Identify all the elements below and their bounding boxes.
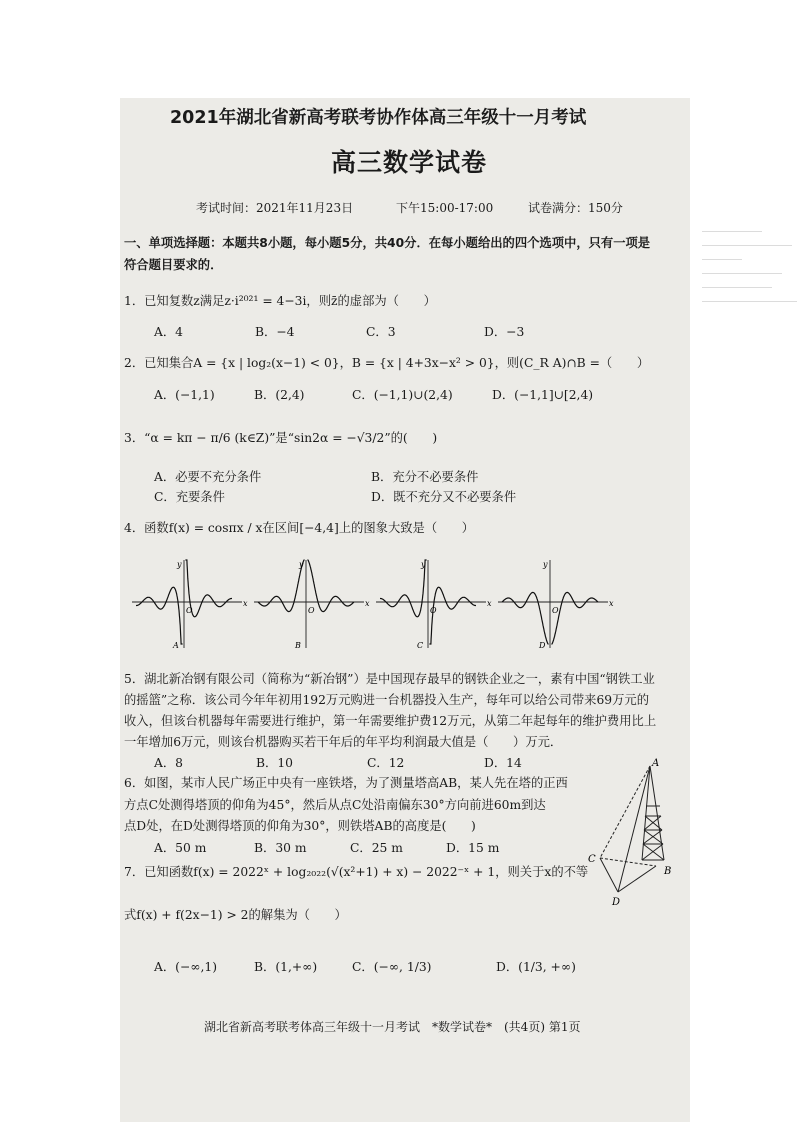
q6-line2: 方点C处测得塔顶的仰角为45°，然后从点C处沿南偏东30°方向前进60m到达 xyxy=(124,798,546,812)
q1-option-a: A．4 xyxy=(154,325,184,339)
q6-option-b: B．30 m xyxy=(254,841,307,855)
q6-line3: 点D处，在D处测得塔顶的仰角为30°，则铁塔AB的高度是( ) xyxy=(124,819,476,833)
q1-stem: 1．已知复数z满足z·i²⁰²¹ = 4−3i，则z̄的虚部为（ ） xyxy=(124,294,436,308)
exam-period: 下午15:00-17:00 xyxy=(396,201,494,215)
q4-graphs xyxy=(132,556,614,652)
fig-label-c: C xyxy=(588,854,596,865)
fig-label-a: A xyxy=(652,758,660,769)
q6-option-c: C．25 m xyxy=(350,841,403,855)
paper-subtitle: 高三数学试卷 xyxy=(331,148,488,177)
q4-graph-label: D xyxy=(539,641,546,650)
q4-graph-y-label: y xyxy=(177,560,182,569)
q1-option-b: B．−4 xyxy=(255,325,295,339)
q5-line2: 的摇篮”之称．该公司今年年初用192万元购进一台机器投入生产，每年可以给公司带来69万元的 xyxy=(124,693,649,707)
q7-option-c: C．(−∞, 1/3) xyxy=(352,960,432,974)
q2-option-c: C．(−1,1)∪(2,4) xyxy=(352,388,453,402)
q1-option-d: D．−3 xyxy=(484,325,525,339)
q7-line1: 7．已知函数f(x) = 2022ˣ + log₂₀₂₂(√(x²+1) + x) − 2022⁻ˣ + 1，则关于x的不等 xyxy=(124,865,589,879)
show-through-text xyxy=(692,218,810,818)
q5-option-d: D．14 xyxy=(484,756,522,770)
q3-option-c: C．充要条件 xyxy=(154,490,225,504)
q4-graph-y-label: y xyxy=(421,560,426,569)
q4-stem: 4．函数f(x) = cosπx / x在区间[−4,4]上的图象大致是（ ） xyxy=(124,521,475,535)
q2-stem: 2．已知集合A = {x | log₂(x−1) < 0}，B = {x | 4+3x−x² > 0}，则(C_R A)∩B =（ ） xyxy=(124,356,650,370)
q4-graph-label: B xyxy=(295,641,301,650)
q6-option-a: A．50 m xyxy=(154,841,207,855)
q4-graph-y-label: y xyxy=(543,560,548,569)
exam-title: 2021年湖北省新高考联考协作体高三年级十一月考试 xyxy=(170,108,587,128)
q7-option-a: A．(−∞,1) xyxy=(154,960,218,974)
q5-line4: 一年增加6万元，则该台机器购买若干年后的年平均利润最大值是（ ）万元． xyxy=(124,735,563,749)
q6-tower-figure xyxy=(580,756,684,910)
q2-option-b: B．(2,4) xyxy=(254,388,305,402)
full-score: 试卷满分：150分 xyxy=(528,201,623,215)
q4-graph-x-label: x xyxy=(609,599,614,608)
q3-option-d: D．既不充分又不必要条件 xyxy=(371,490,517,504)
q4-graph-origin: O xyxy=(186,606,193,615)
fig-label-b: B xyxy=(664,866,672,877)
q4-graph-x-label: x xyxy=(487,599,492,608)
q7-line2: 式f(x) + f(2x−1) > 2的解集为（ ） xyxy=(124,908,347,922)
q4-graph-x-label: x xyxy=(243,599,248,608)
section-heading-cont: 符合题目要求的． xyxy=(124,258,223,272)
q2-option-a: A．(−1,1) xyxy=(154,388,215,402)
q3-stem: 3．“α = kπ − π/6 (k∈Z)”是“sin2α = −√3/2”的( ) xyxy=(124,431,438,445)
q4-graph-origin: O xyxy=(552,606,559,615)
exam-time: 考试时间：2021年11月23日 xyxy=(196,201,354,215)
fig-label-d: D xyxy=(612,897,621,908)
q2-option-d: D．(−1,1]∪[2,4) xyxy=(492,388,594,402)
page-footer: 湖北省新高考联考体高三年级十一月考试 *数学试卷* (共4页) 第1页 xyxy=(204,1020,581,1034)
q4-graph-origin: O xyxy=(308,606,315,615)
q7-option-d: D．(1/3, +∞) xyxy=(496,960,576,974)
q7-option-b: B．(1,+∞) xyxy=(254,960,318,974)
q4-graph-label: C xyxy=(417,641,424,650)
q5-option-b: B．10 xyxy=(256,756,293,770)
q5-option-c: C．12 xyxy=(367,756,405,770)
q5-line3: 收入，但该台机器每年需要进行维护，第一年需要维护费12万元，从第二年起每年的维护费用比上 xyxy=(124,714,657,728)
q1-option-c: C．3 xyxy=(366,325,396,339)
q5-line1: 5．湖北新冶钢有限公司（简称为“新冶钢”）是中国现存最早的钢铁企业之一，素有中国“钢铁工业 xyxy=(124,672,655,686)
q3-option-a: A．必要不充分条件 xyxy=(154,470,262,484)
q4-graph-origin: O xyxy=(430,606,437,615)
q5-option-a: A．8 xyxy=(154,756,184,770)
q4-graph-x-label: x xyxy=(365,599,370,608)
section-heading: 一、单项选择题：本题共8小题，每小题5分，共40分．在每小题给出的四个选项中，只有一项是 xyxy=(124,236,651,250)
q6-line1: 6．如图，某市人民广场正中央有一座铁塔，为了测量塔高AB，某人先在塔的正西 xyxy=(124,776,568,790)
q3-option-b: B．充分不必要条件 xyxy=(371,470,479,484)
q6-option-d: D．15 m xyxy=(446,841,500,855)
q4-graph-label: A xyxy=(173,641,179,650)
q4-graph-y-label: y xyxy=(299,560,304,569)
